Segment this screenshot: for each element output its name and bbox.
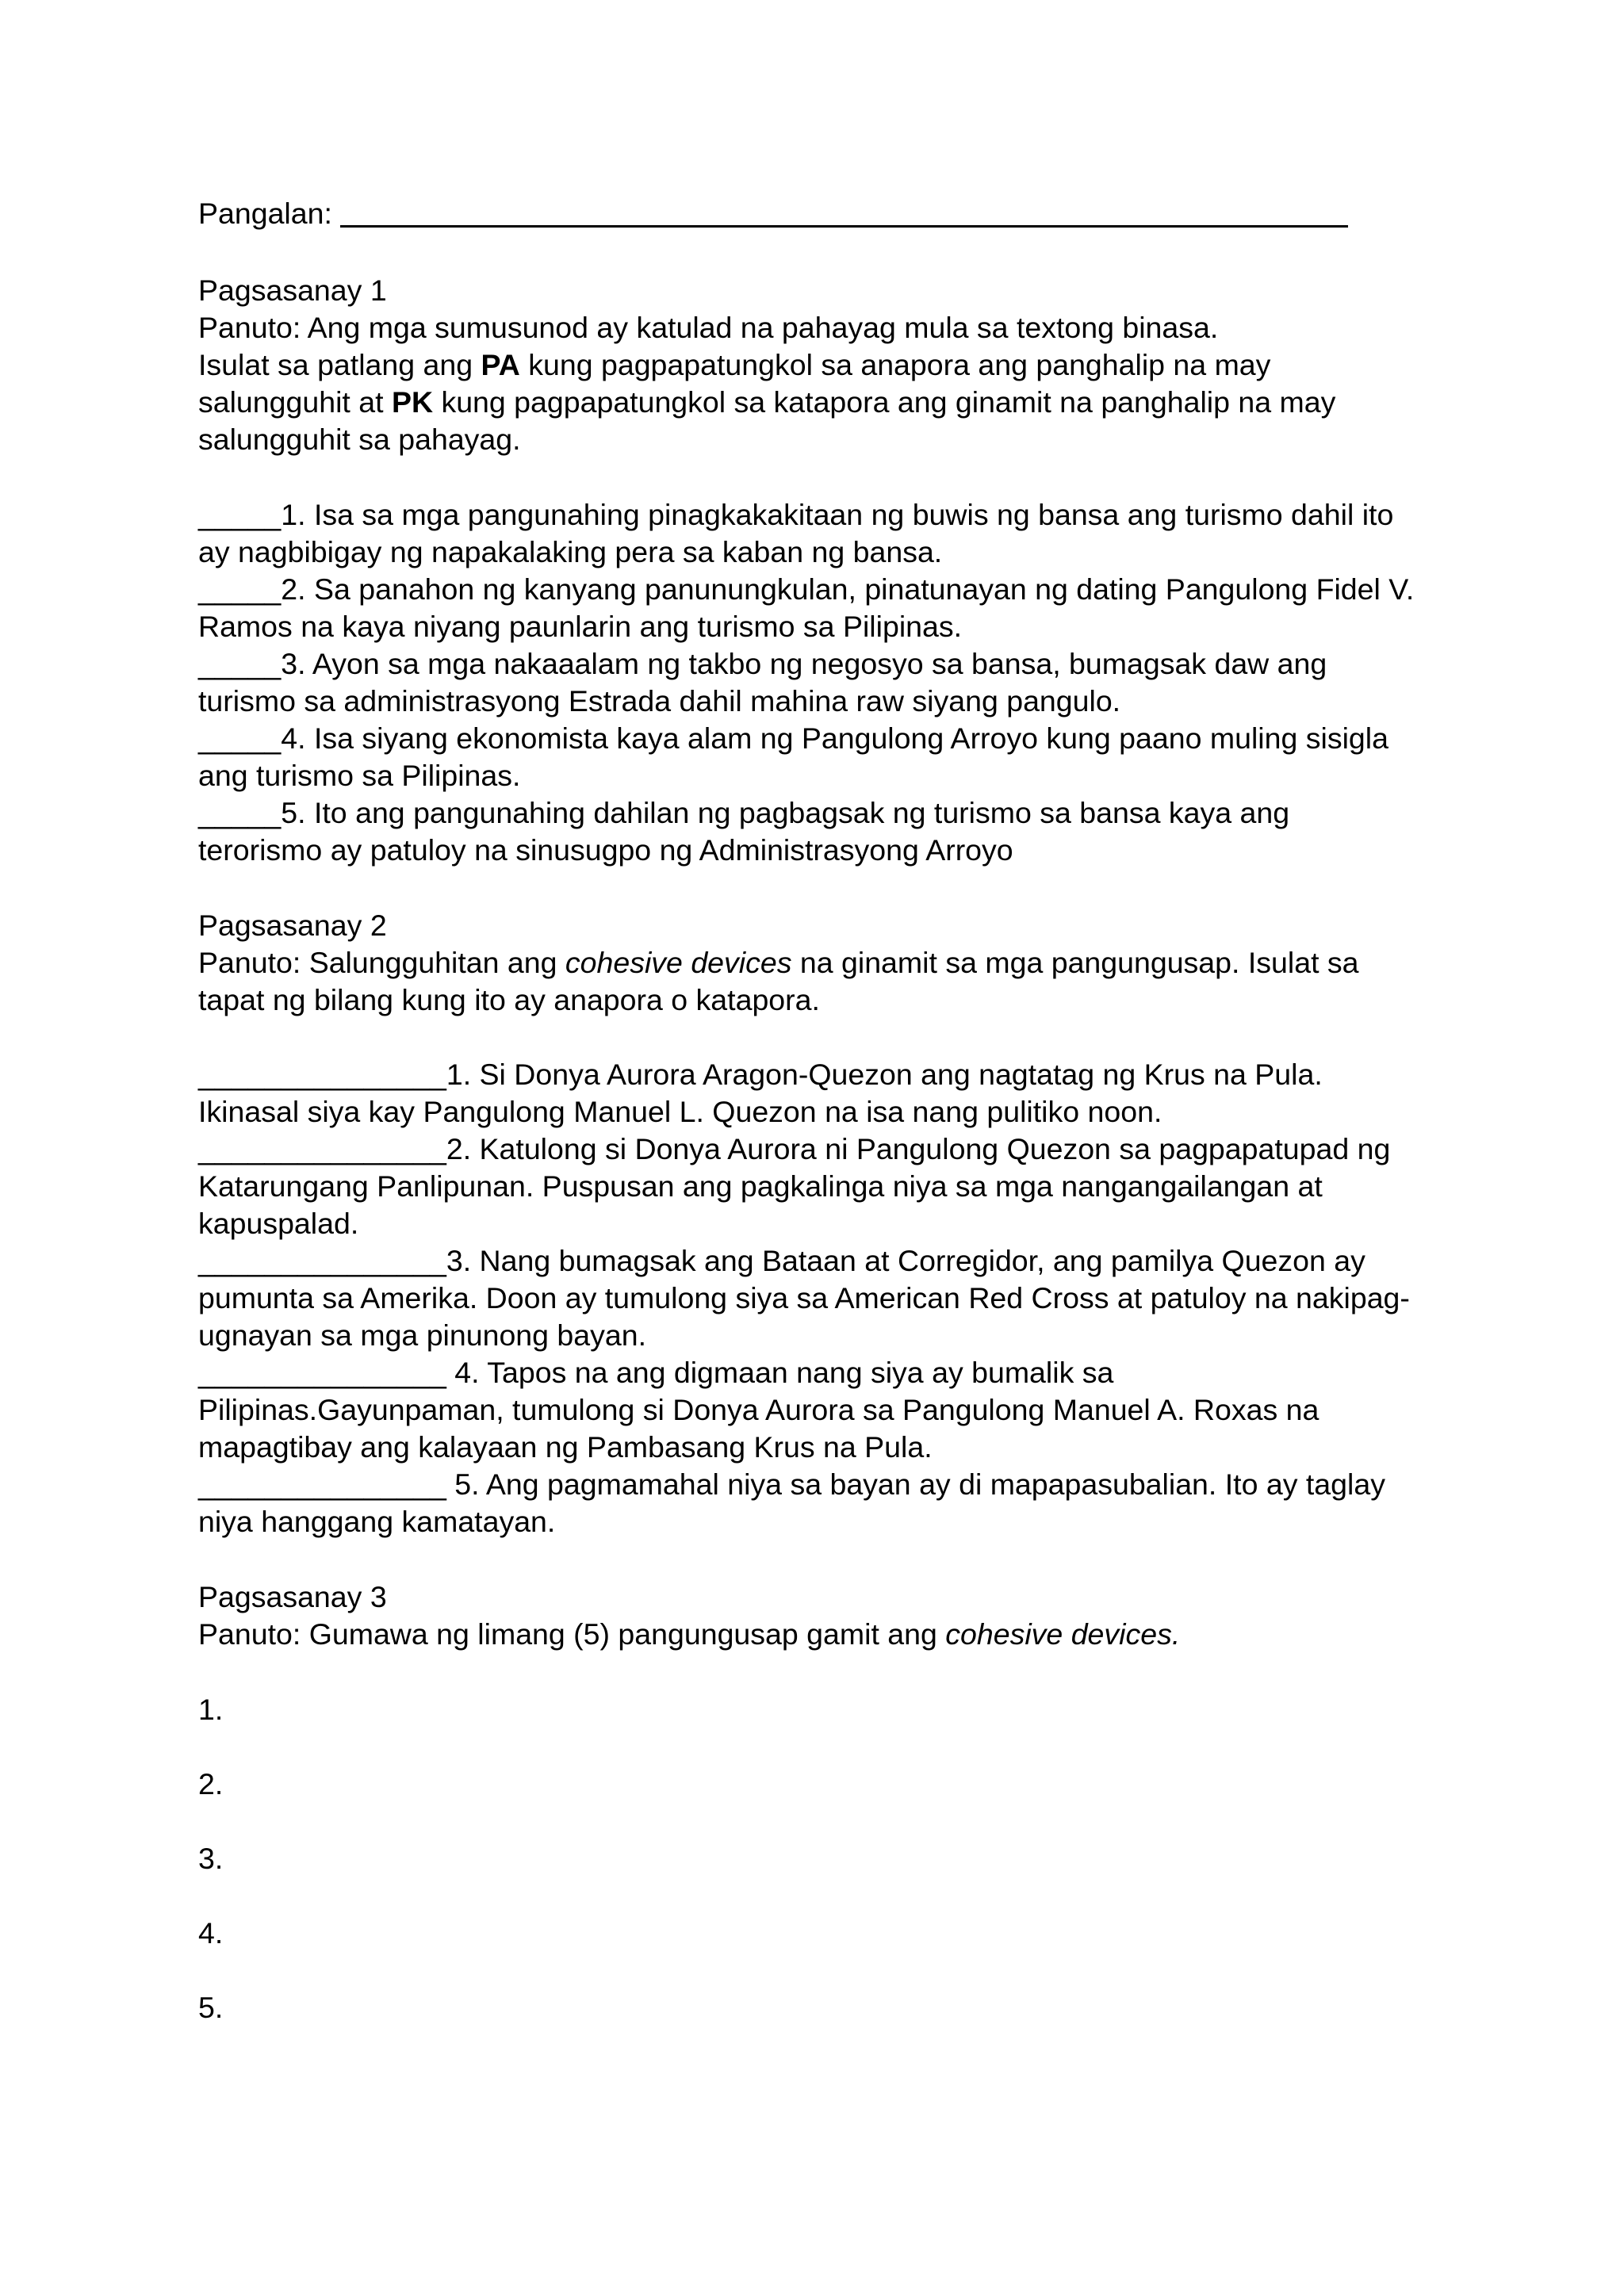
- section-1-instruction-line: salungguhit sa pahayag.: [198, 423, 521, 456]
- section-2-instruction-line: [198, 944, 1359, 982]
- section-1-item-line: Ramos na kaya niyang paunlarin ang turismo sa Pilipinas.: [198, 610, 963, 643]
- section-2-item-line: _______________ 5. Ang pagmamahal niya sa bayan ay di mapapasubalian. Ito ay taglay: [198, 1468, 1385, 1501]
- section-3-answer-number: 5.: [198, 1991, 224, 2024]
- section-1-item-line: turismo sa administrasyong Estrada dahil mahina raw siyang pangulo.: [198, 684, 1121, 718]
- instruction-italic-term: cohesive devices.: [945, 1617, 1181, 1651]
- instruction-text: salungguhit at: [198, 385, 392, 419]
- instruction-text: na ginamit sa mga pangungusap. Isulat sa: [791, 946, 1359, 979]
- section-3-answer-number: 4.: [198, 1916, 224, 1950]
- name-line: [198, 195, 1348, 232]
- section-1-title: Pagsasanay 1: [198, 274, 387, 307]
- section-2-title: Pagsasanay 2: [198, 909, 387, 942]
- section-3-instruction-line: [198, 1616, 1180, 1653]
- name-label: Pangalan:: [198, 197, 332, 230]
- section-2-item-line: pumunta sa Amerika. Doon ay tumulong siya sa American Red Cross at patuloy na nakipag-: [198, 1281, 1410, 1314]
- section-2-item-line: niya hanggang kamatayan.: [198, 1505, 556, 1538]
- section-1-item-line: _____4. Isa siyang ekonomista kaya alam ng Pangulong Arroyo kung paano muling sisigla: [198, 721, 1388, 755]
- section-1-item-line: _____5. Ito ang pangunahing dahilan ng pagbagsak ng turismo sa bansa kaya ang: [198, 796, 1290, 829]
- section-2-instruction-line: tapat ng bilang kung ito ay anapora o katapora.: [198, 983, 820, 1016]
- instruction-bold-code: PK: [391, 385, 434, 419]
- section-1-item-line: ang turismo sa Pilipinas.: [198, 759, 521, 792]
- instruction-text: kung pagpapatungkol sa anapora ang panghalip na may: [519, 348, 1271, 381]
- section-2-item-line: _______________1. Si Donya Aurora Aragon-Quezon ang nagtatag ng Krus na Pula.: [198, 1058, 1323, 1091]
- instruction-bold-code: PA: [481, 348, 520, 381]
- section-2-item-line: _______________3. Nang bumagsak ang Bataan at Corregidor, ang pamilya Quezon ay: [198, 1244, 1365, 1277]
- section-2-item-line: mapagtibay ang kalayaan ng Pambasang Krus na Pula.: [198, 1430, 933, 1464]
- section-1-item-line: terorismo ay patuloy na sinusugpo ng Administrasyong Arroyo: [198, 833, 1013, 867]
- section-1-item-line: _____2. Sa panahon ng kanyang panunungkulan, pinatunayan ng dating Pangulong Fidel V.: [198, 572, 1415, 606]
- section-1-instruction-line: [198, 346, 1270, 384]
- instruction-text: kung pagpapatungkol sa katapora ang ginamit na panghalip na may: [433, 385, 1336, 419]
- section-2-item-line: kapuspalad.: [198, 1207, 359, 1240]
- instruction-text: Panuto: Salungguhitan ang: [198, 946, 565, 979]
- section-1-instruction-line: Panuto: Ang mga sumusunod ay katulad na pahayag mula sa textong binasa.: [198, 311, 1219, 344]
- section-3-title: Pagsasanay 3: [198, 1580, 387, 1613]
- section-1-item-line: _____1. Isa sa mga pangunahing pinagkakakitaan ng buwis ng bansa ang turismo dahil ito: [198, 498, 1394, 531]
- section-1-instruction-line: [198, 384, 1335, 421]
- instruction-italic-term: cohesive devices: [565, 946, 792, 979]
- section-2-item-line: Ikinasal siya kay Pangulong Manuel L. Quezon na isa nang pulitiko noon.: [198, 1095, 1162, 1128]
- section-2-item-line: _______________2. Katulong si Donya Aurora ni Pangulong Quezon sa pagpapatupad ng: [198, 1132, 1391, 1165]
- section-3-answer-number: 2.: [198, 1767, 224, 1800]
- section-2-item-line: ugnayan sa mga pinunong bayan.: [198, 1318, 647, 1352]
- section-3-answer-number: 3.: [198, 1842, 224, 1875]
- instruction-text: Isulat sa patlang ang: [198, 348, 481, 381]
- section-2-item-line: Pilipinas.Gayunpaman, tumulong si Donya Aurora sa Pangulong Manuel A. Roxas na: [198, 1393, 1320, 1426]
- section-2-item-line: _______________ 4. Tapos na ang digmaan nang siya ay bumalik sa: [198, 1356, 1114, 1389]
- section-1-item-line: ay nagbibigay ng napakalaking pera sa kaban ng bansa.: [198, 535, 943, 568]
- name-blank: [340, 225, 1348, 228]
- section-2-item-line: Katarungang Panlipunan. Puspusan ang pagkalinga niya sa mga nangangailangan at: [198, 1169, 1323, 1203]
- section-3-answer-number: 1.: [198, 1693, 224, 1726]
- instruction-text: Panuto: Gumawa ng limang (5) pangungusap gamit ang: [198, 1617, 946, 1651]
- section-1-item-line: _____3. Ayon sa mga nakaaalam ng takbo ng negosyo sa bansa, bumagsak daw ang: [198, 647, 1327, 680]
